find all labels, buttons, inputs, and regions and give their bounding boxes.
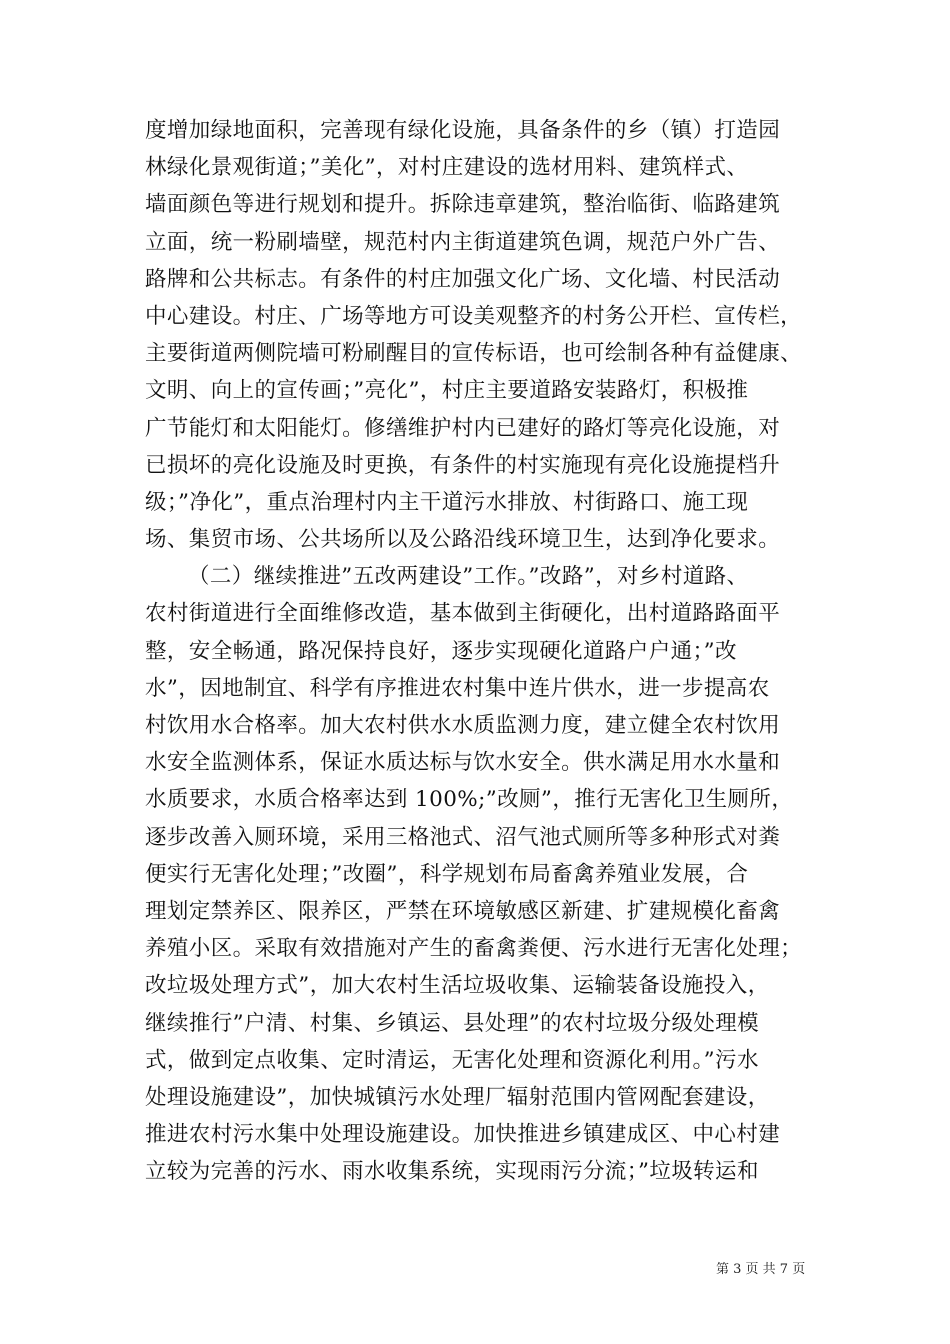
text-line: 式，做到定点收集、定时清运，无害化处理和资源化利用。”污水 xyxy=(145,1047,759,1073)
text-line: 主要街道两侧院墙可粉刷醒目的宣传标语，也可绘制各种有益健康、 xyxy=(145,341,803,367)
text-line: 林绿化景观街道；”美化”，对村庄建设的选材用料、建筑样式、 xyxy=(145,155,749,181)
text-line: 村饮用水合格率。加大农村供水水质监测力度，建立健全农村饮用 xyxy=(145,713,781,738)
text-line: 场、集贸市场、公共场所以及公路沿线环境卫生，达到净化要求。 xyxy=(145,527,781,553)
text-line: 立面，统一粉刷墙壁，规范村内主街道建筑色调，规范户外广告、 xyxy=(145,229,781,255)
text-line: 已损坏的亮化设施及时更换，有条件的村实施现有亮化设施提档升 xyxy=(145,452,781,478)
text-line: 中心建设。村庄、广场等地方可设美观整齐的村务公开栏、宣传栏， xyxy=(145,303,803,329)
text-line: 养殖小区。采取有效措施对产生的畜禽粪便、污水进行无害化处理； xyxy=(145,936,803,962)
text-line: 度增加绿地面积，完善现有绿化设施，具备条件的乡（镇）打造园 xyxy=(145,118,781,143)
text-line: 推进农村污水集中处理设施建设。加快推进乡镇建成区、中心村建 xyxy=(145,1122,781,1148)
page-footer: 第 3 页 共 7 页 xyxy=(716,1262,806,1277)
text-line: 广节能灯和太阳能灯。修缮维护村内已建好的路灯等亮化设施，对 xyxy=(145,415,781,441)
text-line: 水安全监测体系，保证水质达标与饮水安全。供水满足用水水量和 xyxy=(145,750,781,776)
text-line: 水质要求，水质合格率达到 100%;”改厕”，推行无害化卫生厕所， xyxy=(145,787,794,813)
section-heading-line: （二）继续推进”五改两建设”工作。”改路”，对乡村道路、 xyxy=(188,564,749,590)
text-line: 逐步改善入厕环境，采用三格池式、沼气池式厕所等多种形式对粪 xyxy=(145,824,781,850)
document-body xyxy=(145,112,810,1190)
text-line: 整，安全畅通，路况保持良好，逐步实现硬化道路户户通；”改 xyxy=(145,638,737,664)
text-line: 级；”净化”，重点治理村内主干道污水排放、村街路口、施工现 xyxy=(145,489,749,515)
text-line: 继续推行”户清、村集、乡镇运、县处理”的农村垃圾分级处理模 xyxy=(145,1010,760,1036)
text-line: 水”，因地制宜、科学有序推进农村集中连片供水，进一步提高农 xyxy=(145,675,770,701)
text-line: 农村街道进行全面维修改造，基本做到主街硬化，出村道路路面平 xyxy=(145,601,781,627)
text-line: 立较为完善的污水、雨水收集系统，实现雨污分流；”垃圾转运和 xyxy=(145,1159,759,1185)
text-line: 理划定禁养区、限养区，严禁在环境敏感区新建、扩建规模化畜禽 xyxy=(145,898,781,924)
text-line: 处理设施建设”，加快城镇污水处理厂辐射范围内管网配套建设， xyxy=(145,1084,770,1110)
text-line: 便实行无害化处理；”改圈”，科学规划布局畜禽养殖业发展，合 xyxy=(145,861,749,887)
text-line: 文明、向上的宣传画；”亮化”，村庄主要道路安装路灯，积极推 xyxy=(145,378,749,404)
text-line: 路牌和公共标志。有条件的村庄加强文化广场、文化墙、村民活动 xyxy=(145,266,781,292)
text-line: 墙面颜色等进行规划和提升。拆除违章建筑，整治临街、临路建筑 xyxy=(145,192,781,218)
text-line: 改垃圾处理方式”，加大农村生活垃圾收集、运输装备设施投入， xyxy=(145,973,770,999)
